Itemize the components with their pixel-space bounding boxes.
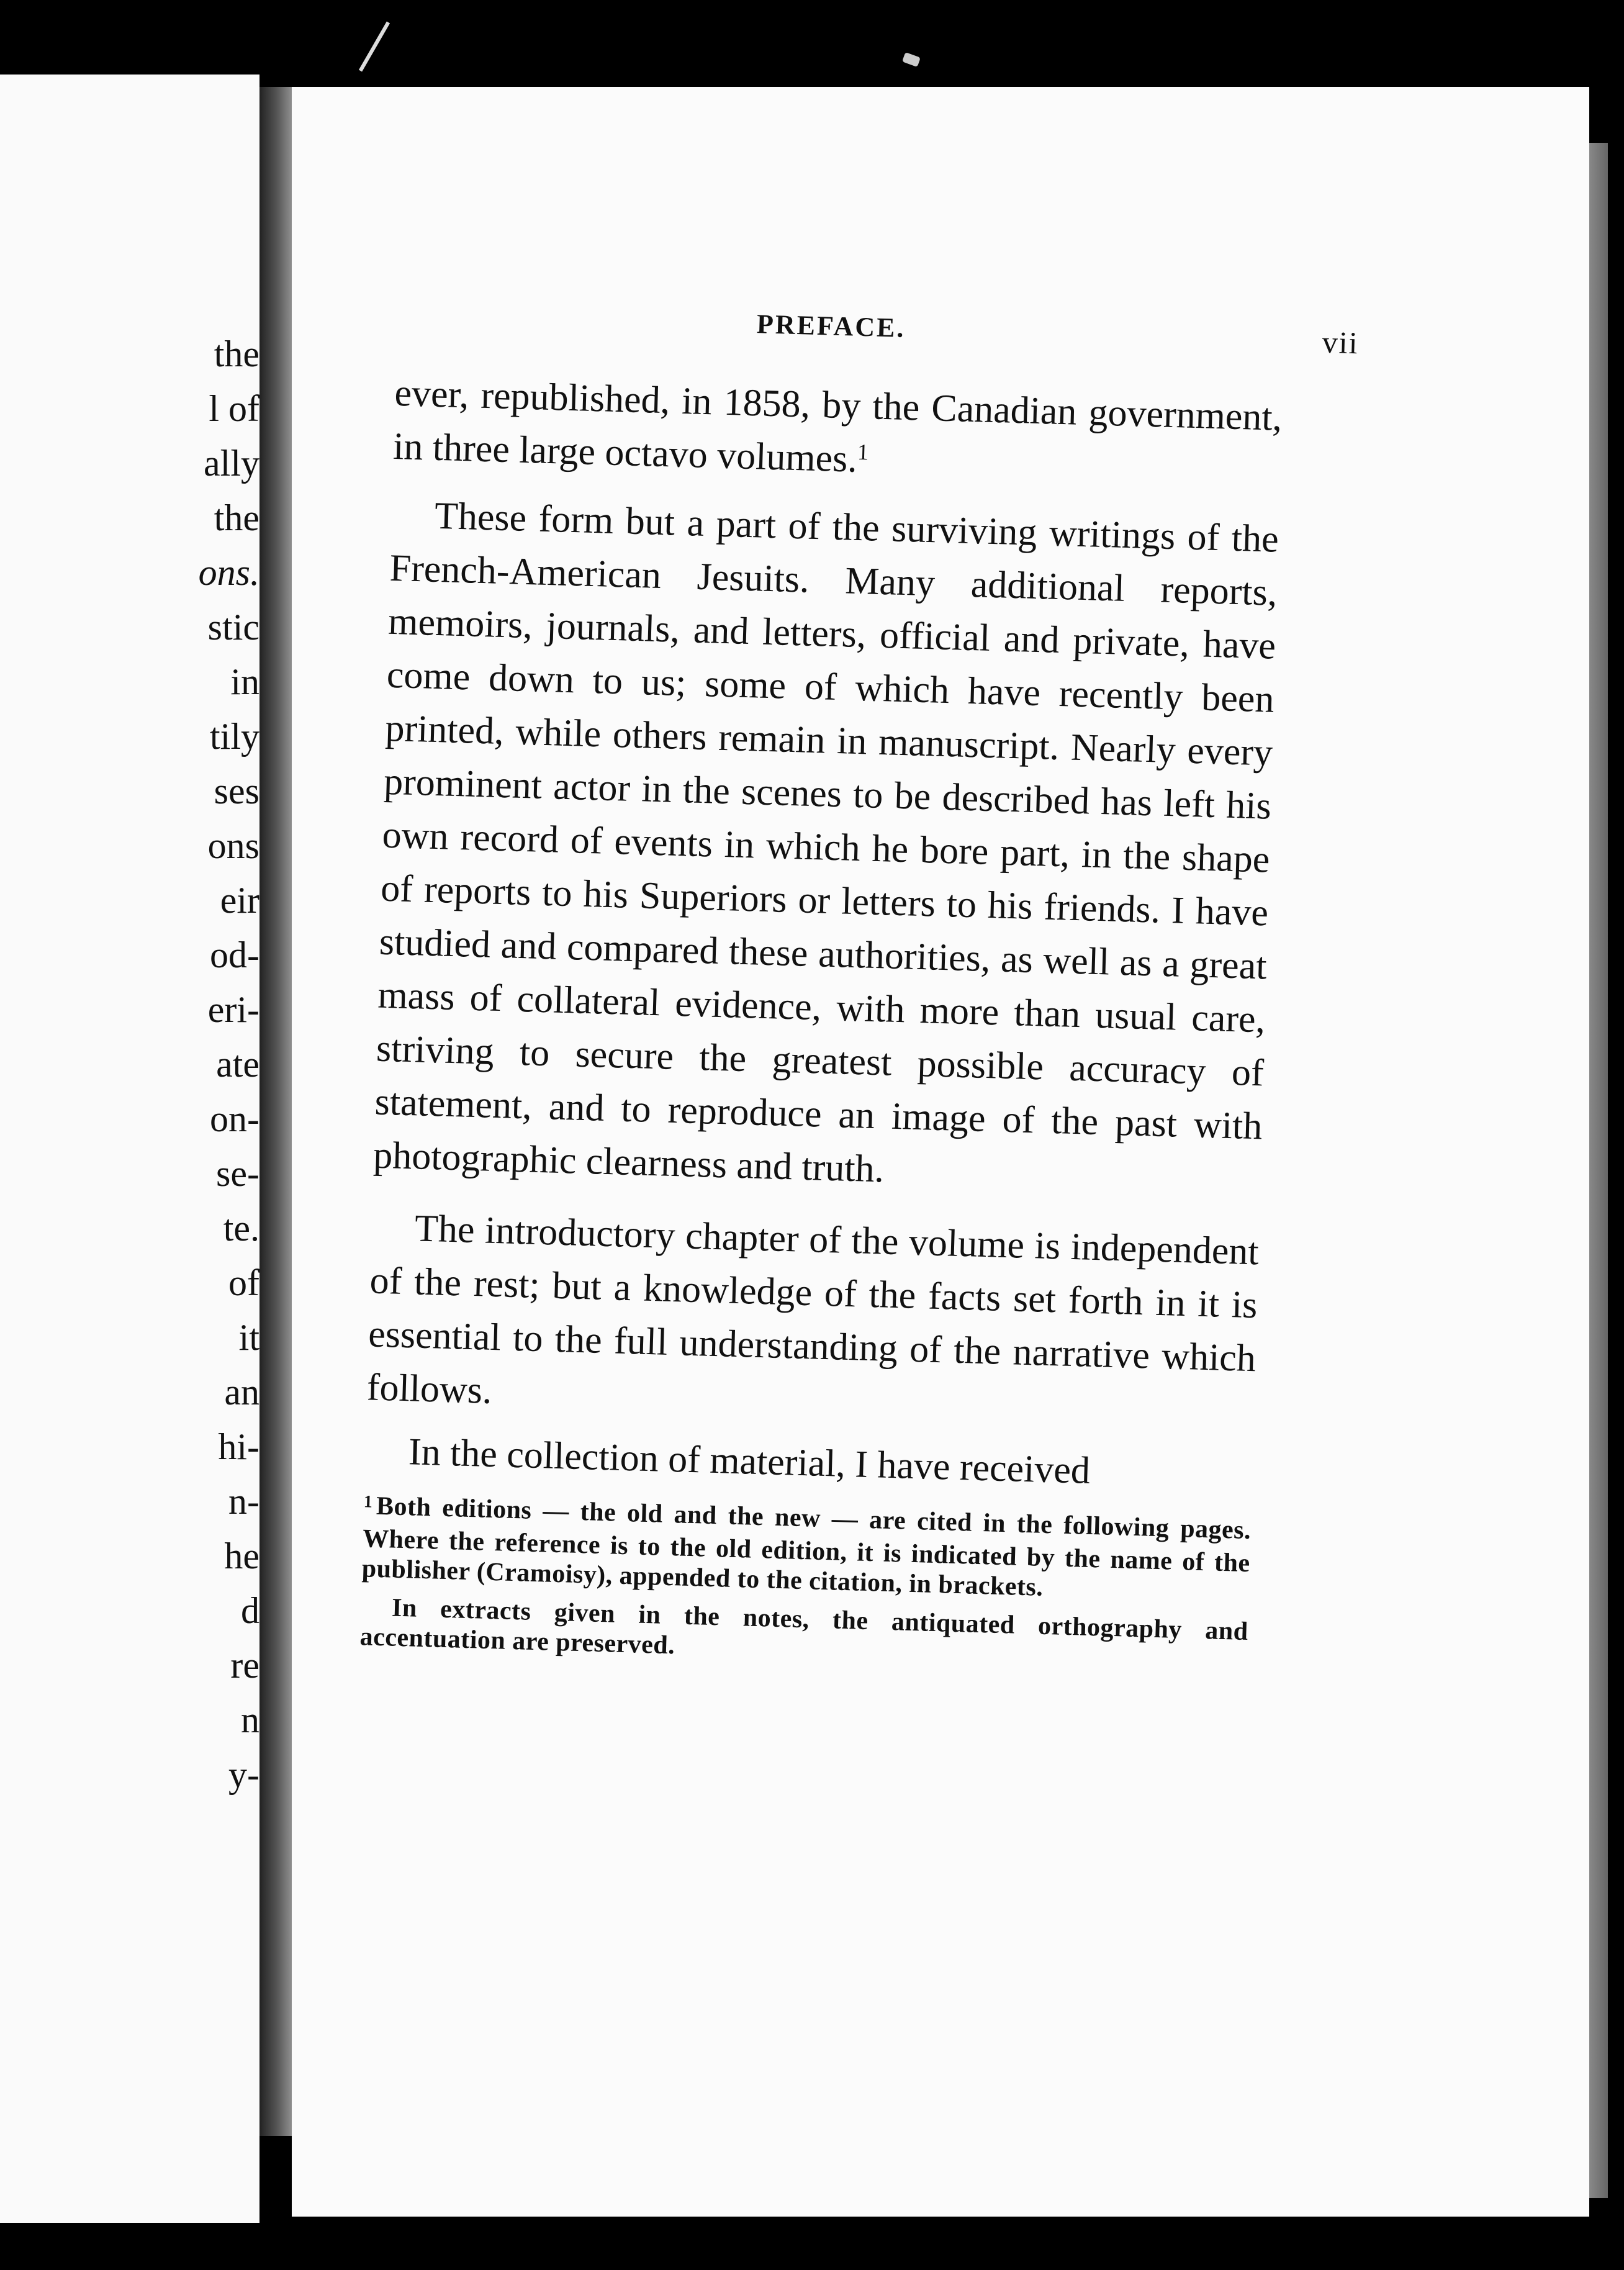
- page-content: [359, 298, 1360, 1676]
- footnote-reference: 1: [857, 440, 869, 465]
- page-number: vii: [1322, 324, 1360, 361]
- left-fragment: the: [214, 497, 259, 538]
- left-fragment: ons.: [198, 552, 259, 593]
- footnotes: [359, 1491, 1252, 1676]
- footnote: In extracts given in the notes, the antiquated orthography and accentuation are preserved.: [359, 1593, 1249, 1660]
- left-fragment: an: [224, 1372, 259, 1413]
- left-fragment: tily: [209, 716, 259, 757]
- left-fragment: y-: [228, 1754, 259, 1795]
- scan-mark: [902, 52, 921, 67]
- footnote-text: Both editions — the old and the new — are cited in the following pages. Where the reference is to the old edition, it is indicated by the name of the publisher (Cramoisy), appended to the citation, in brackets.: [361, 1491, 1252, 1602]
- left-fragment: eir: [220, 880, 259, 921]
- left-fragment: ons: [207, 825, 259, 866]
- previous-page: [0, 75, 259, 2223]
- left-fragment: d: [241, 1590, 259, 1631]
- left-fragment: ate: [216, 1044, 259, 1085]
- left-fragment: stic: [207, 607, 259, 648]
- book-page: [292, 87, 1589, 2217]
- left-fragment: on-: [210, 1098, 259, 1139]
- left-fragment: se-: [216, 1153, 259, 1194]
- left-fragment: ses: [214, 771, 259, 812]
- left-fragment: re: [230, 1645, 259, 1686]
- paragraph: These form but a part of the surviving writings of the French-American Jesuits. Many additional reports, memoirs, journals, and letters, official and private, have come down to us; some of which have recently been printed, while others remain in manuscript. Nearly every prominent actor in the scenes to be described has left his own record of events in which he bore part, in the shape of reports to his Superiors or letters to his friends. I have studied and compared these authorities, as well as a great mass of collateral evidence, with more than usual care, striving to secure the greatest possible accuracy of statement, and to reproduce an image of the past with photographic clearness and truth.: [372, 494, 1279, 1191]
- left-fragment: n: [241, 1699, 259, 1740]
- left-fragment: od-: [210, 934, 259, 975]
- left-fragment: l of: [209, 388, 259, 429]
- left-fragment: n-: [228, 1481, 259, 1522]
- left-fragment: it: [238, 1317, 259, 1358]
- left-fragment: in: [230, 661, 259, 702]
- scan-mark: [359, 22, 390, 72]
- left-fragment: eri-: [207, 989, 259, 1030]
- left-fragment: the: [214, 333, 259, 374]
- left-fragment: hi-: [218, 1426, 259, 1467]
- paragraph: The introductory chapter of the volume is independent of the rest; but a knowledge of the facts set forth in it is essential to the full understanding of the narrative which follows.: [366, 1207, 1260, 1412]
- footnote-marker: 1: [363, 1492, 373, 1512]
- paragraph: In the collection of material, I have received: [408, 1431, 1091, 1492]
- paragraph-text: ever, republished, in 1858, by the Canadian government, in three large octavo volumes.: [392, 371, 1283, 481]
- left-fragment: te.: [223, 1208, 259, 1249]
- left-fragment: ally: [204, 443, 259, 484]
- previous-page-text-fragments: [0, 75, 259, 2223]
- left-fragment: of: [228, 1262, 259, 1303]
- left-fragment: he: [224, 1535, 259, 1576]
- running-head: PREFACE.: [756, 309, 906, 343]
- footnote: [361, 1491, 1252, 1608]
